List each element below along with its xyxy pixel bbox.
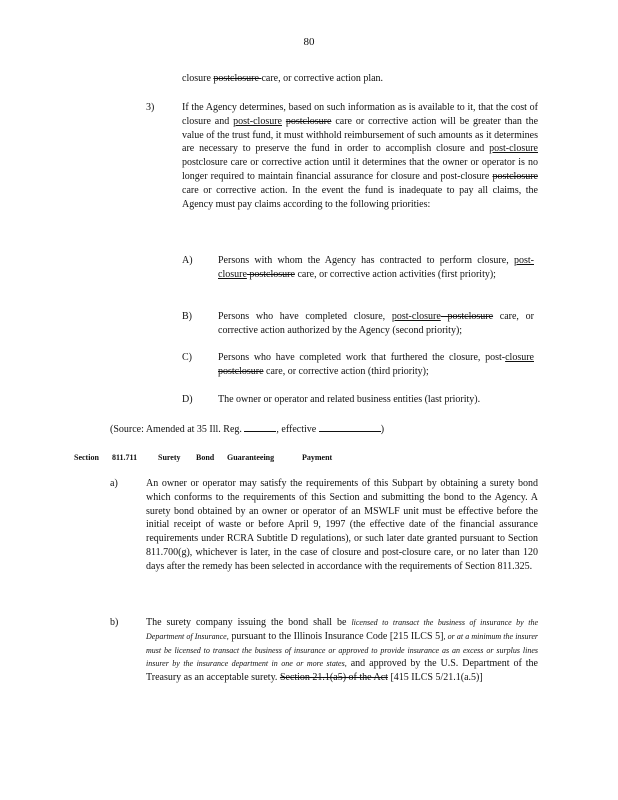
item-b-italic-1: licensed to transact the business of insurance by the Department of Insurance, bbox=[146, 618, 538, 641]
item-b-text-1: The surety company issuing the bond shall be bbox=[146, 617, 352, 628]
item-3-text-2: care or corrective action will be greater than the value of the trust fund, it must withhold reimbursement of such amounts as it determines are necessary to preserve the fund in order to accomplish closure and bbox=[182, 115, 539, 155]
priority-d-label: D) bbox=[182, 394, 193, 405]
priority-a-text-1: Persons with whom the Agency has contracted to perform closure, bbox=[218, 255, 514, 266]
priority-c-text-1: Persons who have completed work that furthered the closure, post- bbox=[218, 352, 506, 363]
item-3-inserted-1: post-closure bbox=[233, 115, 282, 127]
item-3-deleted-1: postclosure bbox=[285, 115, 332, 127]
item-a-paragraph: An owner or operator may satisfy the requirements of this Subpart by obtaining a surety bond which conforms to the requirements of this Section and submitting the bond to the Agency. A surety bond obtained by an owner or operator of an MSWLF unit must be effective before the initial receipt of waste or before April 9, 1997 (the effective date of the financial assurance requirements under RCRA Subtitle D regulations), or such later date granted pursuant to Section 811.700(g), whichever is later, in the case of closure and post-closure care, or no later than 120 days after the remedy has been selected in accordance with the requirements of Section 811.325. bbox=[146, 478, 538, 572]
item-3-text-1: If the Agency determines, based on such information as is available to it, that the cost of closure and bbox=[182, 102, 538, 127]
source-note bbox=[110, 421, 440, 437]
priority-c-inserted: closure bbox=[505, 352, 534, 363]
priority-b-inserted: post-closure bbox=[391, 311, 441, 322]
cont-text-2: care, or corrective action plan. bbox=[261, 73, 384, 84]
priority-b-deleted: postclosure bbox=[440, 311, 494, 322]
item-3-inserted-2: post-closure bbox=[489, 143, 538, 155]
source-text-1: (Source: Amended at 35 Ill. Reg. bbox=[110, 424, 242, 435]
priority-a-inserted: post-closure bbox=[218, 255, 534, 280]
continuation-line bbox=[182, 72, 542, 86]
item-b-text-3: and approved by the U.S. Department of the Treasury as an acceptable surety. bbox=[146, 658, 538, 684]
section-word: Section bbox=[74, 453, 99, 462]
priority-a-label: A) bbox=[182, 255, 193, 266]
priority-d-text-1: The owner or operator and related business entities (last priority). bbox=[218, 394, 481, 405]
source-text-2: , effective bbox=[276, 424, 317, 435]
section-title-word-4: Payment bbox=[302, 453, 333, 462]
priority-b-label: B) bbox=[182, 311, 192, 322]
section-heading bbox=[0, 451, 618, 463]
item-3-paragraph bbox=[182, 101, 538, 211]
priority-a-text-2: care, or corrective action activities (first priority); bbox=[294, 268, 496, 280]
source-blank-volume bbox=[244, 421, 276, 432]
source-text-3: ) bbox=[380, 424, 385, 435]
item-3-text-2b: postclosure care or corrective action until it determines that the owner or operator is no longer required to maintain financial assurance for closure and post-closure bbox=[182, 157, 538, 182]
item-b-text-2: pursuant to the Illinois Insurance Code [215 ILCS 5] bbox=[228, 630, 444, 642]
priority-c-deleted: postclosure bbox=[218, 365, 264, 377]
item-a-label: a) bbox=[110, 478, 118, 489]
source-blank-date bbox=[319, 421, 381, 432]
cont-text-1: closure bbox=[182, 73, 214, 84]
item-3-text-3: care or corrective action. In the event the fund is inadequate to pay all claims, the Agency must pay claims according to the following priorities: bbox=[182, 184, 538, 210]
item-b-deleted: Section 21.1(a5) of the Act bbox=[279, 672, 388, 684]
priority-c-text-2: care, or corrective action (third priority); bbox=[263, 365, 429, 377]
priority-b-paragraph bbox=[218, 310, 534, 338]
section-title-word-1: Surety bbox=[158, 453, 181, 462]
item-b-paragraph bbox=[146, 616, 538, 685]
priority-a-deleted: postclosure bbox=[246, 268, 295, 280]
priority-c-label: C) bbox=[182, 352, 192, 363]
item-b-text-4: [415 ILCS 5/21.1(a.5)] bbox=[387, 672, 483, 684]
page-number: 80 bbox=[303, 36, 315, 48]
item-b-italic-2: , or at a minimum the insurer must be licensed to transact the business of insurance or approved to provide insurance as an excess or surplus lines insurer by the insurance department in one or more states, bbox=[146, 631, 539, 669]
priority-b-text-1: Persons who have completed closure, bbox=[218, 311, 392, 322]
priority-a-paragraph bbox=[218, 254, 534, 282]
item-b-label: b) bbox=[110, 617, 119, 628]
priority-d-paragraph bbox=[218, 393, 534, 407]
priority-c-paragraph bbox=[218, 351, 534, 379]
cont-deleted-text: postclosure bbox=[213, 73, 262, 84]
section-number: 811.711 bbox=[112, 453, 138, 462]
priority-b-text-2: care, or corrective action authorized by the Agency (second priority); bbox=[218, 311, 534, 336]
item-3-deleted-2: postclosure bbox=[492, 170, 538, 182]
section-title-word-2: Bond bbox=[196, 453, 215, 462]
section-title-word-3: Guaranteeing bbox=[227, 453, 275, 462]
item-3-label: 3) bbox=[146, 102, 155, 113]
